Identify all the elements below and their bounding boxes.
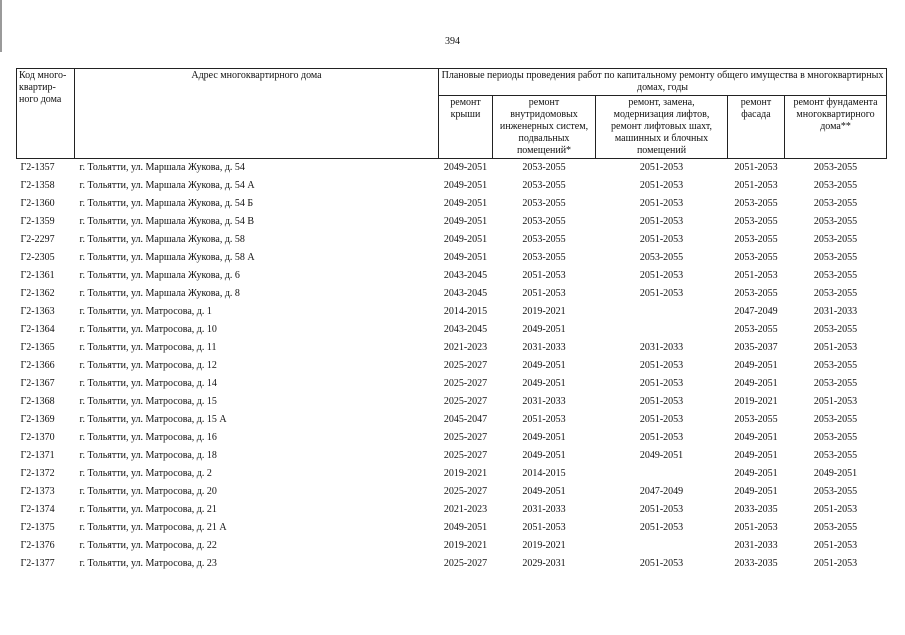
cell-engineering: 2031-2033 (522, 396, 566, 407)
cell-foundation: 2053-2055 (813, 162, 858, 173)
cell-address: г. Тольятти, ул. Матросова, д. 18 (79, 450, 217, 461)
cell-foundation: 2051-2053 (813, 558, 858, 569)
cell-engineering: 2051-2053 (522, 522, 566, 533)
cell-elevators (596, 321, 728, 339)
cell-code: Г2-1361 (20, 270, 55, 281)
cell-elevators (596, 465, 728, 483)
cell-address: г. Тольятти, ул. Матросова, д. 14 (79, 378, 217, 389)
cell-address: г. Тольятти, ул. Маршала Жукова, д. 6 (79, 270, 240, 281)
cell-elevators: 2051-2053 (639, 378, 684, 389)
capital-repair-table (16, 68, 887, 573)
table-row (17, 465, 887, 483)
cell-facade: 2053-2055 (734, 198, 778, 209)
cell-foundation: 2053-2055 (813, 234, 858, 245)
table-row (17, 177, 887, 195)
cell-foundation: 2051-2053 (813, 504, 858, 515)
cell-code: Г2-1372 (20, 468, 55, 479)
cell-elevators: 2051-2053 (639, 522, 684, 533)
cell-elevators: 2049-2051 (639, 450, 684, 461)
cell-code: Г2-1374 (20, 504, 55, 515)
cell-foundation: 2051-2053 (813, 396, 858, 407)
cell-facade: 2049-2051 (734, 468, 778, 479)
cell-engineering: 2049-2051 (522, 360, 566, 371)
cell-foundation: 2053-2055 (813, 414, 858, 425)
table-row (17, 375, 887, 393)
cell-code: Г2-1365 (20, 342, 55, 353)
cell-facade: 2033-2035 (734, 558, 778, 569)
cell-address: г. Тольятти, ул. Матросова, д. 1 (79, 306, 212, 317)
cell-address: г. Тольятти, ул. Маршала Жукова, д. 58 (79, 234, 245, 245)
cell-code: Г2-1369 (20, 414, 55, 425)
cell-facade: 2049-2051 (734, 432, 778, 443)
table-row (17, 429, 887, 447)
table-row (17, 483, 887, 501)
cell-roof: 2025-2027 (443, 432, 488, 443)
table-row (17, 303, 887, 321)
table-row (17, 267, 887, 285)
cell-address: г. Тольятти, ул. Матросова, д. 11 (79, 342, 217, 353)
cell-foundation: 2053-2055 (813, 252, 858, 263)
cell-engineering: 2053-2055 (522, 252, 566, 263)
cell-elevators: 2051-2053 (639, 558, 684, 569)
header-engineering: ремонт внутридомовых инженерных систем, подвальных помещений* (493, 96, 596, 159)
cell-address: г. Тольятти, ул. Матросова, д. 2 (79, 468, 212, 479)
cell-address: г. Тольятти, ул. Матросова, д. 16 (79, 432, 217, 443)
cell-roof: 2043-2045 (443, 288, 488, 299)
cell-roof: 2043-2045 (443, 324, 488, 335)
cell-engineering: 2049-2051 (522, 324, 566, 335)
table-row (17, 537, 887, 555)
cell-engineering: 2051-2053 (522, 270, 566, 281)
cell-roof: 2049-2051 (443, 252, 488, 263)
cell-code: Г2-1371 (20, 450, 55, 461)
header-foundation: ремонт фундамента многоквартирного дома** (785, 96, 887, 159)
cell-engineering: 2053-2055 (522, 198, 566, 209)
header-elevators: ремонт, замена, модернизация лифтов, ремонт лифтовых шахт, машинных и блочных помещений (596, 96, 728, 159)
cell-code: Г2-1376 (20, 540, 55, 551)
cell-address: г. Тольятти, ул. Матросова, д. 12 (79, 360, 217, 371)
header-code: Код много-квартир-ного дома (17, 69, 75, 159)
cell-foundation: 2053-2055 (813, 432, 858, 443)
cell-engineering: 2031-2033 (522, 342, 566, 353)
header-roof: ремонт крыши (439, 96, 493, 159)
cell-code: Г2-2305 (20, 252, 55, 263)
table-row (17, 231, 887, 249)
table-row (17, 249, 887, 267)
cell-facade: 2047-2049 (734, 306, 778, 317)
cell-engineering: 2051-2053 (522, 414, 566, 425)
cell-foundation: 2053-2055 (813, 378, 858, 389)
cell-facade: 2053-2055 (734, 216, 778, 227)
cell-facade: 2053-2055 (734, 252, 778, 263)
cell-engineering: 2053-2055 (522, 234, 566, 245)
cell-elevators: 2051-2053 (639, 198, 684, 209)
cell-code: Г2-1364 (20, 324, 55, 335)
header-planned-periods: Плановые периоды проведения работ по капитальному ремонту общего имущества в многоквартирных домах, годы (439, 69, 887, 96)
cell-engineering: 2049-2051 (522, 486, 566, 497)
cell-address: г. Тольятти, ул. Маршала Жукова, д. 54 В (79, 216, 255, 227)
cell-facade: 2049-2051 (734, 360, 778, 371)
cell-facade: 2049-2051 (734, 486, 778, 497)
cell-engineering: 2053-2055 (522, 162, 566, 173)
cell-code: Г2-1357 (20, 162, 55, 173)
cell-roof: 2025-2027 (443, 360, 488, 371)
cell-roof: 2025-2027 (443, 450, 488, 461)
table-row (17, 321, 887, 339)
cell-address: г. Тольятти, ул. Матросова, д. 23 (79, 558, 217, 569)
cell-elevators: 2051-2053 (639, 216, 684, 227)
table-row (17, 519, 887, 537)
table-row (17, 159, 887, 178)
table-row (17, 555, 887, 573)
cell-code: Г2-1363 (20, 306, 55, 317)
cell-facade: 2053-2055 (734, 234, 778, 245)
cell-facade: 2051-2053 (734, 180, 778, 191)
cell-address: г. Тольятти, ул. Маршала Жукова, д. 58 А (79, 252, 255, 263)
cell-foundation: 2053-2055 (813, 216, 858, 227)
cell-elevators: 2051-2053 (639, 180, 684, 191)
cell-code: Г2-1358 (20, 180, 55, 191)
cell-elevators: 2053-2055 (639, 252, 684, 263)
cell-address: г. Тольятти, ул. Маршала Жукова, д. 54 А (79, 180, 255, 191)
cell-address: г. Тольятти, ул. Матросова, д. 10 (79, 324, 217, 335)
cell-address: г. Тольятти, ул. Матросова, д. 21 (79, 504, 217, 515)
cell-engineering: 2049-2051 (522, 432, 566, 443)
cell-address: г. Тольятти, ул. Матросова, д. 20 (79, 486, 217, 497)
cell-engineering: 2031-2033 (522, 504, 566, 515)
cell-facade: 2051-2053 (734, 162, 778, 173)
cell-elevators: 2047-2049 (639, 486, 684, 497)
cell-roof: 2049-2051 (443, 180, 488, 191)
cell-elevators: 2051-2053 (639, 270, 684, 281)
cell-elevators (596, 303, 728, 321)
cell-elevators: 2031-2033 (639, 342, 684, 353)
cell-facade: 2051-2053 (734, 522, 778, 533)
cell-roof: 2019-2021 (443, 468, 488, 479)
table-row (17, 357, 887, 375)
cell-engineering: 2029-2031 (522, 558, 566, 569)
cell-engineering: 2049-2051 (522, 450, 566, 461)
table-row (17, 393, 887, 411)
cell-foundation: 2053-2055 (813, 270, 858, 281)
cell-foundation: 2053-2055 (813, 198, 858, 209)
cell-engineering: 2019-2021 (522, 540, 566, 551)
table-row (17, 285, 887, 303)
cell-address: г. Тольятти, ул. Матросова, д. 15 (79, 396, 217, 407)
cell-roof: 2043-2045 (443, 270, 488, 281)
cell-facade: 2033-2035 (734, 504, 778, 515)
cell-elevators (596, 537, 728, 555)
cell-address: г. Тольятти, ул. Маршала Жукова, д. 8 (79, 288, 240, 299)
cell-code: Г2-2297 (20, 234, 55, 245)
cell-foundation: 2053-2055 (813, 288, 858, 299)
cell-roof: 2049-2051 (443, 234, 488, 245)
cell-engineering: 2019-2021 (522, 306, 566, 317)
cell-roof: 2025-2027 (443, 396, 488, 407)
page-number: 394 (445, 36, 460, 47)
header-facade: ремонт фасада (728, 96, 785, 159)
cell-engineering: 2053-2055 (522, 216, 566, 227)
cell-facade: 2031-2033 (734, 540, 778, 551)
cell-facade: 2049-2051 (734, 378, 778, 389)
cell-code: Г2-1359 (20, 216, 55, 227)
table-row (17, 447, 887, 465)
cell-elevators: 2051-2053 (639, 504, 684, 515)
cell-facade: 2051-2053 (734, 270, 778, 281)
cell-foundation: 2053-2055 (813, 180, 858, 191)
cell-code: Г2-1373 (20, 486, 55, 497)
header-row-top (17, 69, 887, 96)
cell-roof: 2019-2021 (443, 540, 488, 551)
cell-roof: 2049-2051 (443, 522, 488, 533)
cell-roof: 2049-2051 (443, 216, 488, 227)
cell-foundation: 2049-2051 (813, 468, 858, 479)
cell-elevators: 2051-2053 (639, 414, 684, 425)
cell-code: Г2-1368 (20, 396, 55, 407)
cell-code: Г2-1360 (20, 198, 55, 209)
cell-elevators: 2051-2053 (639, 162, 684, 173)
cell-address: г. Тольятти, ул. Матросова, д. 15 А (79, 414, 227, 425)
cell-foundation: 2053-2055 (813, 522, 858, 533)
cell-roof: 2045-2047 (443, 414, 488, 425)
cell-code: Г2-1370 (20, 432, 55, 443)
cell-facade: 2053-2055 (734, 414, 778, 425)
cell-code: Г2-1366 (20, 360, 55, 371)
table-body (17, 159, 887, 574)
cell-facade: 2035-2037 (734, 342, 778, 353)
cell-roof: 2025-2027 (443, 378, 488, 389)
cell-foundation: 2053-2055 (813, 450, 858, 461)
cell-roof: 2025-2027 (443, 558, 488, 569)
table-row (17, 195, 887, 213)
cell-engineering: 2053-2055 (522, 180, 566, 191)
cell-elevators: 2051-2053 (639, 234, 684, 245)
cell-code: Г2-1367 (20, 378, 55, 389)
cell-foundation: 2051-2053 (813, 342, 858, 353)
cell-code: Г2-1375 (20, 522, 55, 533)
table-row (17, 501, 887, 519)
cell-foundation: 2053-2055 (813, 324, 858, 335)
cell-address: г. Тольятти, ул. Маршала Жукова, д. 54 (79, 162, 245, 173)
cell-roof: 2049-2051 (443, 198, 488, 209)
cell-code: Г2-1377 (20, 558, 55, 569)
table-row (17, 411, 887, 429)
cell-facade: 2053-2055 (734, 288, 778, 299)
cell-elevators: 2051-2053 (639, 396, 684, 407)
cell-foundation: 2031-2033 (813, 306, 858, 317)
cell-facade: 2049-2051 (734, 450, 778, 461)
cell-engineering: 2049-2051 (522, 378, 566, 389)
cell-address: г. Тольятти, ул. Маршала Жукова, д. 54 Б (79, 198, 254, 209)
cell-elevators: 2051-2053 (639, 288, 684, 299)
table-row (17, 339, 887, 357)
cell-facade: 2019-2021 (734, 396, 778, 407)
cell-address: г. Тольятти, ул. Матросова, д. 21 А (79, 522, 227, 533)
cell-elevators: 2051-2053 (639, 360, 684, 371)
cell-elevators: 2051-2053 (639, 432, 684, 443)
cell-roof: 2025-2027 (443, 486, 488, 497)
cell-foundation: 2053-2055 (813, 486, 858, 497)
cell-engineering: 2051-2053 (522, 288, 566, 299)
cell-roof: 2014-2015 (443, 306, 488, 317)
header-address: Адрес многоквартирного дома (75, 69, 439, 159)
cell-facade: 2053-2055 (734, 324, 778, 335)
cell-engineering: 2014-2015 (522, 468, 566, 479)
table-header (17, 69, 887, 159)
table-row (17, 213, 887, 231)
cell-roof: 2021-2023 (443, 504, 488, 515)
cell-foundation: 2051-2053 (813, 540, 858, 551)
cell-roof: 2021-2023 (443, 342, 488, 353)
cell-address: г. Тольятти, ул. Матросова, д. 22 (79, 540, 217, 551)
cell-roof: 2049-2051 (443, 162, 488, 173)
cell-code: Г2-1362 (20, 288, 55, 299)
cell-foundation: 2053-2055 (813, 360, 858, 371)
